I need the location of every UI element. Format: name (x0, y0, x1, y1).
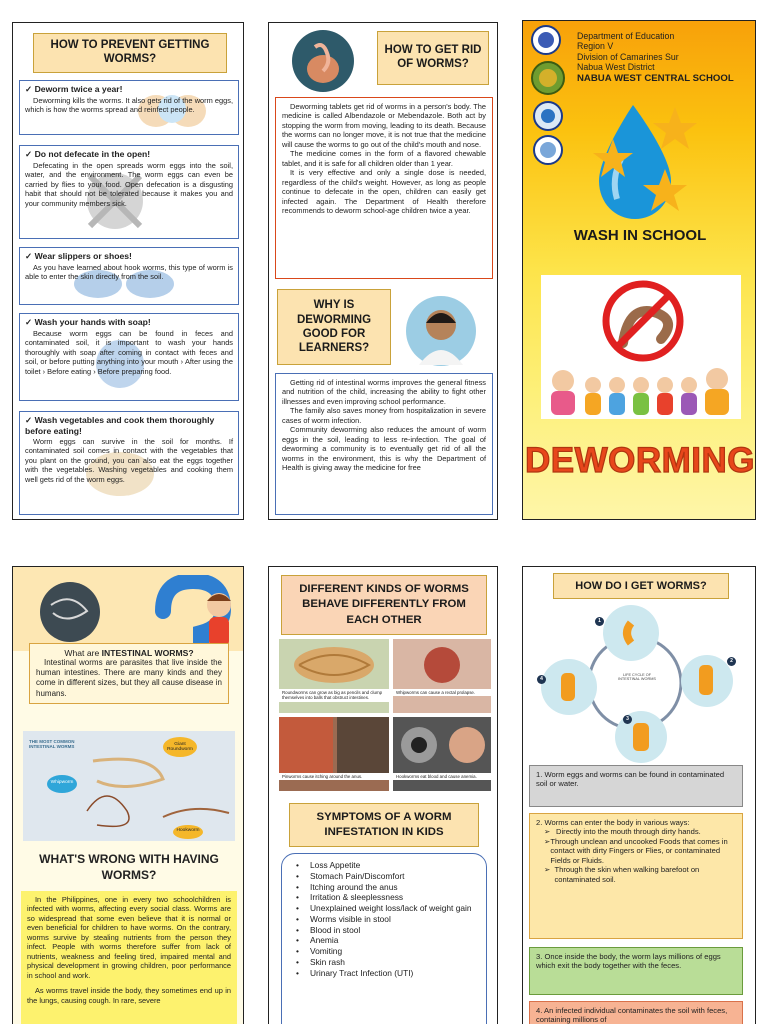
wrong-title: WHAT'S WRONG WITH HAVING WORMS? (39, 852, 219, 883)
symptoms-list (296, 860, 478, 978)
hookworm-label: Hookworm (173, 825, 203, 839)
question-bold: INTESTINAL WORMS? (101, 648, 194, 658)
header-line: Nabua West District (577, 62, 655, 73)
step-2-item: Through the skin when walking barefoot on contaminated soil. (554, 865, 700, 884)
panel-prevent-worms (12, 22, 244, 520)
get-rid-para-2: The medicine comes in the form of a flavored chewable tablet, and it is safe for all children older than 1 year. (282, 149, 486, 168)
worm-in-hand-photo (291, 29, 355, 93)
prevent-title-box (33, 33, 227, 73)
agency-header (577, 31, 734, 84)
symptoms-title: SYMPTOMS OF A WORM INFESTATION IN KIDS (316, 810, 452, 838)
wrong-para-1: In the Philippines, one in every two schoolchildren is infected with worms, affecting every social class. Worms are so widespread that some even believe that it is normal or even beneficial for children to have worms. On the contrary, worms survive by stealing nutrients from the person they infect. People with worms therefore suffer from lack of nutrients, weakness and feeling tired, impaired mental and physical development in growing children, poor performance in school and work. (27, 895, 231, 980)
why-text-box (275, 373, 493, 515)
step-2-item: Directly into the mouth through dirty hands. (556, 827, 701, 837)
cycle-number: 3 (623, 715, 632, 724)
whipworm-label: Whipworm (47, 775, 77, 793)
panel-get-rid (268, 22, 498, 520)
item-body: Defecating in the open spreads worm eggs into the soil, water, and the environment. The worm eggs can even be carried by flies to your food. Open defecation is a disgusting habit that should not be tolerated because it makes you and your community members sick. (25, 161, 233, 208)
cycle-number: 2 (727, 657, 736, 666)
check-icon: ✓ (25, 149, 35, 159)
symptoms-title-box (289, 803, 479, 847)
item-body: As you have learned about hook worms, this type of worm is able to enter the skin directly from the soil. (25, 263, 233, 282)
panel-kinds-symptoms (268, 566, 498, 1024)
symptom-item: • Skin rash (296, 957, 478, 968)
get-rid-para-1: Deworming tablets get rid of worms in a person's body. The medicine is called Albendazole or Mebendazole. Both act by stopping the worm from moving, leading to its death. Because the worms can no longer move, it is not true that the medicine will cause the worms to go out of the child's mouth and nose. (282, 102, 486, 149)
children-icon (545, 365, 737, 417)
item-body: Deworming kills the worms. It also gets rid of the worm eggs, which is how the worms spread and reinfect people. (25, 96, 233, 115)
life-cycle-icon (531, 605, 749, 765)
boy-photo (405, 295, 477, 367)
deworming-title: DEWORMING (524, 441, 756, 480)
whipworm-caption: Whipworms can cause a rectal prolapse. (393, 689, 491, 696)
why-title-box (277, 289, 391, 365)
prevent-title: HOW TO PREVENT GETTING WORMS? (50, 39, 210, 65)
prevent-item-wash-hands (19, 313, 239, 401)
intestinal-answer: Intestinal worms are parasites that live inside the human intestines. There are many kinds and they come in different sizes, but they all cause disease in humans. (36, 658, 222, 698)
get-rid-title: HOW TO GET RID OF WORMS? (384, 44, 482, 70)
how-title: HOW DO I GET WORMS? (575, 580, 707, 592)
get-rid-para-3: It is very effective and only a single dose is needed, regardless of the child's weight. However, as long as people continue to defecate in the open, children can easily get infected again. The Department of Health therefore recommends to deworm school-age children twice a year. (282, 168, 486, 216)
water-drop-stars-icon (591, 99, 701, 229)
pinworm-photo (279, 717, 389, 791)
life-cycle-diagram (531, 605, 749, 765)
step-1: 1. Worm eggs and worms can be found in contaminated soil or water. (529, 765, 743, 807)
hookworm-caption: Hookworms eat blood and cause anemia. (393, 773, 491, 780)
prevent-item-slippers (19, 247, 239, 305)
whipworm-photo (393, 639, 491, 713)
arrow-icon: ➢ (544, 865, 551, 875)
wrong-para-2: As worms travel inside the body, they sometimes end up in the lungs, causing cough. In rare, severe (27, 986, 231, 1005)
no-worm-sign-icon (601, 279, 685, 363)
step-2-lead: 2. Worms can enter the body in various ways: (536, 818, 690, 827)
get-rid-text-box (275, 97, 493, 279)
item-title: Do not defecate in the open! (34, 149, 151, 159)
kinds-title-box (281, 575, 487, 635)
division-seal-icon (531, 61, 565, 95)
wash-in-school: WASH IN SCHOOL (573, 227, 707, 244)
item-body: Worm eggs can survive in the soil for months. If contaminated soil comes in contact with the vegetables that you plant on the ground, you can also eat the eggs together with the vegetables. Washing vegetables and cooking them well gets rid of the worm eggs. (25, 437, 233, 484)
pinworm-caption: Pinworms cause itching around the anus. (279, 773, 389, 780)
whipworm-icon (393, 639, 491, 689)
check-icon: ✓ (25, 317, 35, 327)
common-worms-image (23, 731, 235, 841)
item-title: Wear slippers or shoes! (34, 251, 132, 261)
image-caption: THE MOST COMMON INTESTINAL WORMS (29, 739, 75, 749)
district-seal-icon (533, 101, 563, 131)
symptom-item: • Worms visible in stool (296, 914, 478, 925)
prevent-item-wash-vegetables (19, 411, 239, 515)
symptom-item: • Blood in stool (296, 925, 478, 936)
school-name: NABUA WEST CENTRAL SCHOOL (577, 72, 734, 84)
arrow-icon: ➢ (544, 836, 551, 846)
worms-photo (39, 581, 101, 643)
header-line: Department of Education (577, 31, 675, 41)
school-seal-icon (533, 135, 563, 165)
item-title: Deworm twice a year! (34, 84, 123, 94)
cycle-number: 4 (537, 675, 546, 684)
symptom-item: • Vomiting (296, 946, 478, 957)
why-para-3: Community deworming also reduces the amount of worm eggs in the soil, leading to less re-infection. The goal of deworming a community is to eventually get rid of all the worms in the environment, this is why the Department of Health is giving away the medicine for free (282, 425, 486, 473)
header-line: Division of Camarines Sur (577, 51, 679, 62)
roundworm-caption: Roundworms can grow as big as pencils and clump themselves into balls that obstruct intestines. (279, 689, 389, 702)
step-2-item: Through unclean and uncooked Foods that comes in contact with dirty Fingers or Flies, or contaminated Fields or Fluids. (550, 836, 728, 865)
roundworm-photo (279, 639, 389, 713)
how-title-box (553, 573, 729, 599)
symptom-item: • Stomach Pain/Discomfort (296, 871, 478, 882)
deped-seal-icon (531, 25, 561, 55)
step-3: 3. Once inside the body, the worm lays millions of eggs which exit the body together with the feces. (529, 947, 743, 995)
symptom-item: • Itching around the anus (296, 882, 478, 893)
roundworm-icon (279, 639, 389, 689)
check-icon: ✓ (25, 251, 35, 261)
panel-cover (522, 20, 756, 520)
pinworm-icon (279, 717, 389, 773)
symptom-item: • Urinary Tract Infection (UTI) (296, 968, 478, 979)
check-icon: ✓ (25, 415, 35, 425)
wrong-text-box (21, 891, 237, 1024)
symptom-item: • Loss Appetite (296, 860, 478, 871)
symptom-item: • Irritation & sleeplessness (296, 892, 478, 903)
arrow-icon: ➢ (544, 827, 551, 837)
kinds-title: DIFFERENT KINDS OF WORMS BEHAVE DIFFERENTLY FROM EACH OTHER (299, 582, 469, 626)
why-para-1: Getting rid of intestinal worms improves the general fitness and nutrition of the child, increasing the ability to fight other illnesses and even improving school performance. (282, 378, 486, 406)
symptoms-box (281, 853, 487, 1024)
intro-box (29, 643, 229, 704)
cycle-number: 1 (595, 617, 604, 626)
check-icon: ✓ (25, 84, 35, 94)
why-para-2: The family also saves money from hospitalization in severe cases of worm infection. (282, 406, 486, 425)
step-2-sub (536, 827, 736, 884)
header-line: Region V (577, 41, 614, 52)
hookworm-photo (393, 717, 491, 791)
cycle-label: LIFE CYCLE OF INTESTINAL WORMS (618, 673, 656, 681)
item-title: Wash vegetables and cook them thoroughly before eating! (25, 415, 215, 436)
item-title: Wash your hands with soap! (34, 317, 151, 327)
prevent-item-deworm (19, 80, 239, 135)
question-lead: What are (64, 648, 102, 658)
panel-intestinal-worms (12, 566, 244, 1024)
no-worms-illustration (541, 275, 741, 419)
step-2 (529, 813, 743, 939)
symptom-item: • Anemia (296, 935, 478, 946)
step-4: 4. An infected individual contaminates the soil with feces, containing millions of (529, 1001, 743, 1024)
symptom-item: • Unexplained weight loss/lack of weight gain (296, 903, 478, 914)
prevent-item-open-defecation (19, 145, 239, 239)
worm-specimens-icon (83, 751, 233, 833)
panel-how-get-worms (522, 566, 756, 1024)
get-rid-title-box (377, 31, 489, 85)
why-title: WHY IS DEWORMING GOOD FOR LEARNERS? (296, 299, 372, 355)
hookworm-icon (393, 717, 491, 773)
giant-roundworm-label: Giant Roundworm (163, 737, 197, 757)
item-body: Because worm eggs can be found in feces and contaminated soil, it is important to wash your hands thoroughly with soap after coming in contact with feces and soil, or before putting anything into your mouth › After using the toilet › Before eating › Before preparing food. (25, 329, 233, 376)
